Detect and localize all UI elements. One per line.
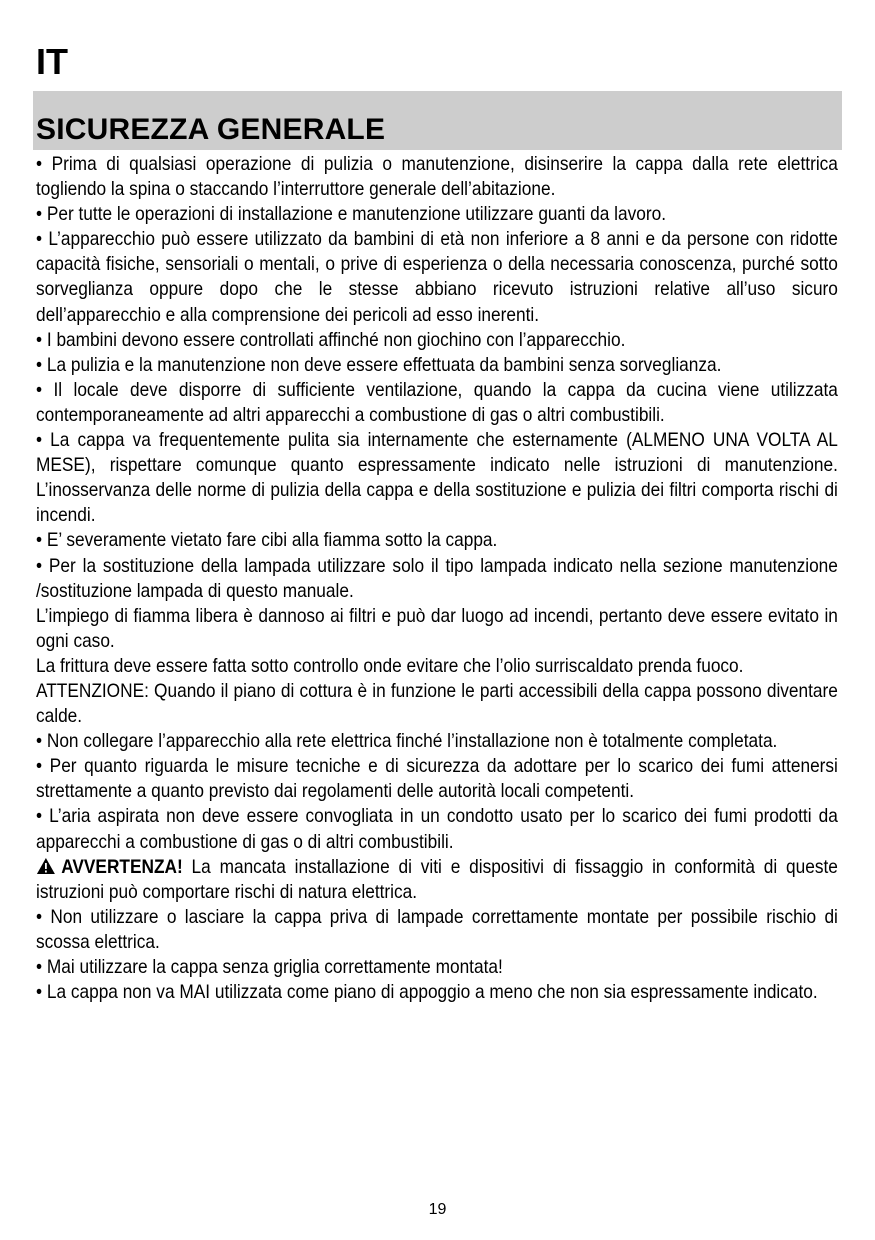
paragraph: • I bambini devono essere controllati affinché non giochino con l’apparecchio. — [36, 329, 626, 351]
paragraph: • La cappa non va MAI utilizzata come piano di appoggio a meno che non sia espressamente indicato. — [36, 982, 818, 1004]
paragraph: • L’apparecchio può essere utilizzato da bambini di età non inferiore a 8 anni e da persone con ridotte capacità fisiche, sensoriali o mentali, o prive di esperienza o della necessaria conoscenza, purché sotto sorveglianza oppure dopo che le stesse abbiano ricevuto istruzioni relative all’uso sicuro dell’apparecchio e alla comprensione dei pericoli ad esso inerenti. — [36, 229, 838, 326]
paragraph: ATTENZIONE: Quando il piano di cottura è in funzione le parti accessibili della cappa possono diventare calde. — [36, 680, 838, 728]
warning-label: AVVERTENZA! — [61, 856, 183, 878]
paragraph: L’impiego di fiamma libera è dannoso ai filtri e può dar luogo ad incendi, pertanto deve essere evitato in ogni caso. — [36, 605, 838, 652]
paragraph: • Non collegare l’apparecchio alla rete elettrica finché l’installazione non è totalmente completata. — [36, 731, 778, 753]
warning-triangle-icon — [36, 857, 56, 875]
warning-text: La mancata installazione di viti e dispositivi di fissaggio in conformità di queste istruzioni può comportare rischi di natura elettrica. — [36, 856, 838, 903]
paragraph: • Per quanto riguarda le misure tecniche e di sicurezza da adottare per lo scarico dei fumi attenersi strettamente a quanto previsto dai regolamenti delle autorità locali competenti. — [36, 756, 838, 803]
paragraph: • Non utilizzare o lasciare la cappa priva di lampade correttamente montate per possibile rischio di scossa elettrica. — [36, 906, 838, 953]
safety-text-body — [36, 152, 838, 1005]
paragraph: • La pulizia e la manutenzione non deve essere effettuata da bambini senza sorveglianza. — [36, 354, 722, 376]
paragraph: • Prima di qualsiasi operazione di pulizia o manutenzione, disinserire la cappa dalla rete elettrica togliendo la spina o staccando l’interruttore generale dell’abitazione. — [36, 154, 838, 201]
paragraph: • L’aria aspirata non deve essere convogliata in un condotto usato per lo scarico dei fumi prodotti da apparecchi a combustione di gas o di altri combustibili. — [36, 806, 838, 853]
paragraph: • Il locale deve disporre di sufficiente ventilazione, quando la cappa da cucina viene utilizzata contemporaneamente ad altri apparecchi a combustione di gas o altri combustibili. — [36, 379, 838, 426]
page-number: 19 — [428, 1201, 447, 1218]
paragraph: • Per la sostituzione della lampada utilizzare solo il tipo lampada indicato nella sezione manutenzione /sostituzione lampada di questo manuale. — [36, 555, 838, 602]
paragraph: • Per tutte le operazioni di installazione e manutenzione utilizzare guanti da lavoro. — [36, 204, 667, 226]
paragraph: • E’ severamente vietato fare cibi alla fiamma sotto la cappa. — [36, 530, 498, 552]
paragraph: La frittura deve essere fatta sotto controllo onde evitare che l’olio surriscaldato prenda fuoco. — [36, 655, 744, 677]
language-code: IT — [36, 41, 68, 82]
section-header-band — [33, 91, 842, 150]
section-title: SICUREZZA GENERALE — [36, 113, 386, 146]
paragraph: • La cappa va frequentemente pulita sia internamente che esternamente (ALMENO UNA VOLTA AL MESE), rispettare comunque quanto espressamente indicato nelle istruzioni di manutenzione. L’inosservanza delle norme di pulizia della cappa e della sostituzione e pulizia dei filtri comporta rischi di incendi. — [36, 430, 838, 527]
warning-paragraph — [36, 855, 838, 905]
paragraph: • Mai utilizzare la cappa senza griglia correttamente montata! — [36, 957, 503, 978]
